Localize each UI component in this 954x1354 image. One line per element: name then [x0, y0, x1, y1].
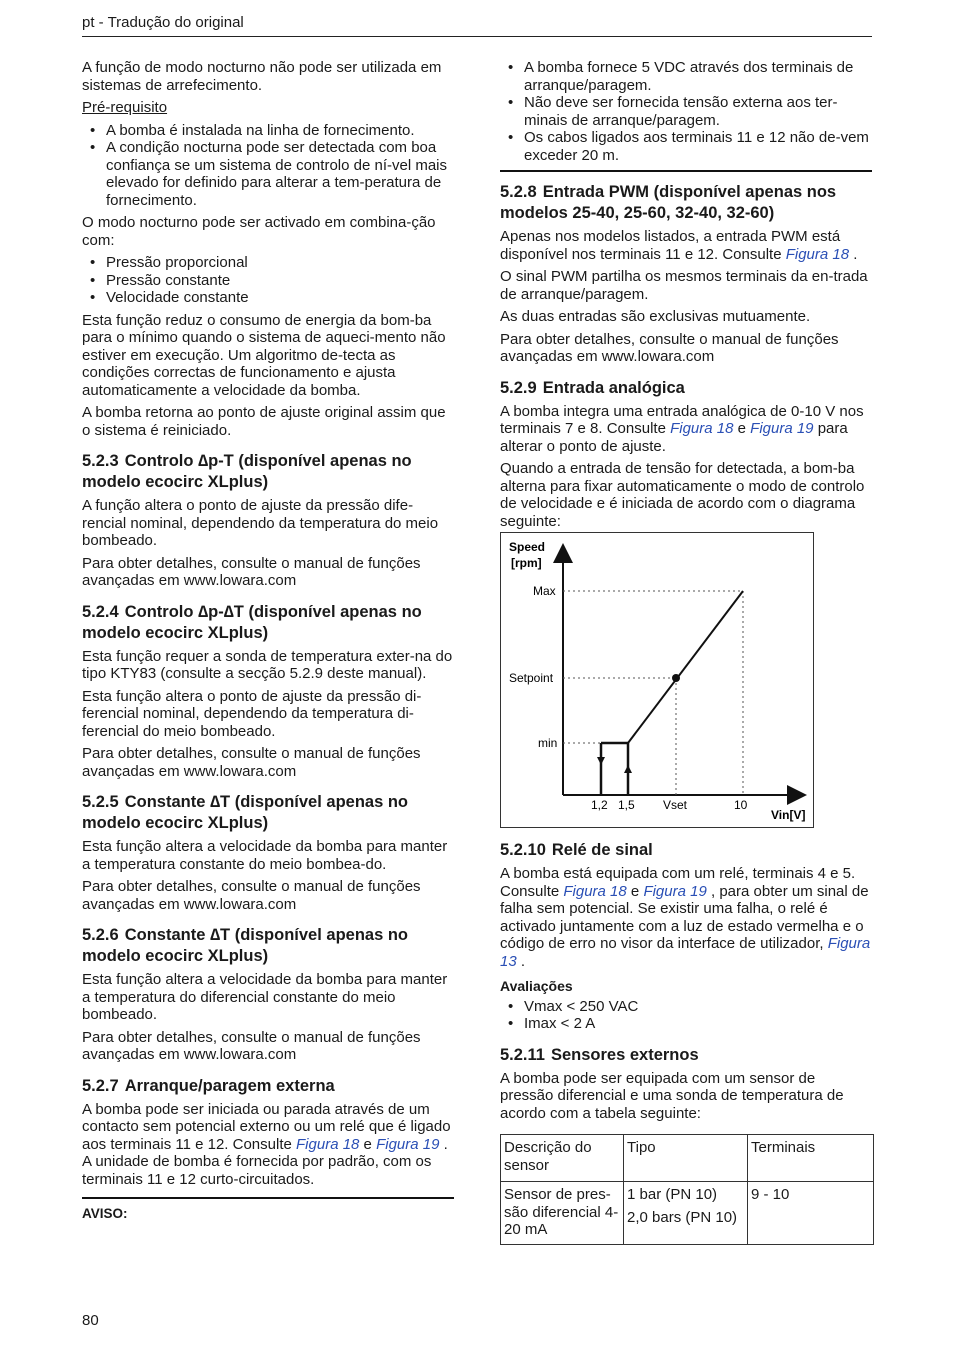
paragraph: Apenas nos modelos listados, a entrada PWM está disponível nos terminais 11 e 12. Consulte Figura 18 .: [500, 228, 858, 263]
list-item: • Vmax < 250 VAC: [500, 998, 872, 1016]
night-mode-note: A função de modo nocturno não pode ser utilizada em sistemas de arrefecimento.: [82, 59, 442, 94]
header-text: pt - Tradução do original: [82, 14, 244, 31]
page-header: [82, 14, 872, 37]
paragraph: Esta função altera o ponto de ajuste da pressão di-ferencial nominal, dependendo da temperatura di-ferencial do meio bombeado.: [82, 687, 422, 740]
prerequisite-label: Pré-requisito: [82, 99, 168, 116]
paragraph: A bomba pode ser equipada com um sensor de pressão diferencial e uma sonda de temperatura de acordo com a tabela seguinte:: [500, 1069, 844, 1122]
table-row: [501, 1182, 874, 1245]
y-axis-label: Speed: [509, 540, 546, 554]
speed-diagram: [500, 532, 814, 828]
paragraph: Esta função altera a velocidade da bomba para manter a temperatura constante do meio bombea-do.: [82, 838, 448, 873]
figure-link[interactable]: Figura 19: [750, 420, 814, 437]
warning-list: [500, 59, 872, 164]
paragraph: Para obter detalhes, consulte o manual de funções avançadas em www.lowara.com: [82, 554, 421, 589]
divider: [82, 1197, 454, 1199]
paragraph: A bomba está equipada com um relé, terminais 4 e 5. Consulte Figura 18 e Figura 19 , para obter um sinal de falha sem potencial. Se existir uma falha, o relé é activado juntamente com a luz de estado vermelha e o código de erro no visor da interface de utilizador, Figura 13 .: [500, 865, 871, 970]
combination-intro: O modo nocturno pode ser activado em combina-ção com:: [82, 214, 436, 249]
paragraph: A bomba pode ser iniciada ou parada através de um contacto sem potencial externo ou um relé que é ligado aos terminais 11 e 12. Consulte Figura 18 e Figura 19 . A unidade de bomba é fornecida por padrão, com os terminais 11 e 12 curto-circuitados.: [82, 1100, 451, 1188]
x-tick-vset: Vset: [663, 798, 688, 812]
table-header-row: [501, 1135, 874, 1182]
figure-link[interactable]: Figura 18: [785, 245, 850, 263]
list-item: • A condição nocturna pode ser detectada com boa confiança se um sistema de controlo de ní-vel mais elevado for definido para alterar a tem-peratura de fornecimento.: [82, 139, 454, 209]
section-heading-526: 5.2.6 Constante ∆T (disponível apenas no modelo ecocirc XLplus): [82, 926, 408, 965]
paragraph: A função altera o ponto de ajuste da pressão dife-rencial nominal, dependendo da temperatura do meio bombeado.: [82, 497, 439, 549]
prerequisite-list: [82, 122, 454, 210]
ratings-heading: Avaliações: [500, 978, 573, 994]
page-number: 80: [82, 1312, 99, 1329]
paragraph: Esta função reduz o consumo de energia da bom-ba para o mínimo quando o sistema de aqueci-mento não estiver em execução. Um algoritmo de-tecta as condições correctas de funcionamento e ajusta automaticamente a velocidade da bomba.: [82, 311, 446, 399]
list-item: • Pressão proporcional: [82, 254, 454, 272]
paragraph: As duas entradas são exclusivas mutuamente.: [500, 308, 811, 325]
arrow-down: [597, 757, 605, 765]
paragraph: A bomba integra uma entrada analógica de 0-10 V nos terminais 7 e 8. Consulte Figura 18 e Figura 19 para alterar o ponto de ajuste.: [500, 402, 864, 455]
section-heading-5211: 5.2.11 Sensores externos: [500, 1045, 699, 1064]
x-tick-1-5: 1,5: [618, 798, 635, 812]
list-item: • Velocidade constante: [82, 289, 454, 307]
list-item: • Não deve ser fornecida tensão externa aos ter-minais de arranque/paragem.: [500, 94, 872, 129]
ratings-list: [500, 998, 872, 1033]
table-header-cell: Descrição do sensor: [501, 1135, 624, 1182]
divider: [500, 170, 872, 172]
paragraph: Quando a entrada de tensão for detectada, a bom-ba alterna para fixar automaticamente o modo de controlo de velocidade e é iniciada de acordo com o diagrama seguinte:: [500, 460, 865, 530]
section-heading-528: 5.2.8 Entrada PWM (disponível apenas nos modelos 25-40, 25-60, 32-40, 32-60): [500, 183, 837, 222]
section-heading-525: 5.2.5 Constante ∆T (disponível apenas no modelo ecocirc XLplus): [82, 793, 408, 832]
x-tick-1-2: 1,2: [591, 798, 608, 812]
combination-list: [82, 254, 454, 307]
warning-label: AVISO:: [82, 1206, 128, 1221]
table-header-cell: Terminais: [748, 1135, 874, 1182]
list-item: • Pressão constante: [82, 272, 454, 290]
section-heading-523: 5.2.3 Controlo ∆p-T (disponível apenas no modelo ecocirc XLplus): [82, 452, 412, 491]
paragraph: O sinal PWM partilha os mesmos terminais da en-trada de arranque/paragem.: [500, 268, 868, 303]
right-column: [500, 59, 872, 1245]
list-item: • A bomba é instalada na linha de fornecimento.: [82, 122, 454, 140]
paragraph: Para obter detalhes, consulte o manual de funções avançadas em www.lowara.com: [500, 330, 839, 365]
section-heading-527: 5.2.7 Arranque/paragem externa: [82, 1076, 335, 1095]
setpoint-marker: [672, 674, 680, 682]
table-cell: Sensor de pres-são diferencial 4-20 mA: [501, 1182, 624, 1245]
figure-link[interactable]: Figura 19: [376, 1135, 440, 1153]
list-item: • Os cabos ligados aos terminais 11 e 12 não de-vem exceder 20 m.: [500, 129, 872, 164]
figure-link[interactable]: Figura 18: [670, 420, 734, 437]
speed-ramp-line: [628, 591, 743, 743]
section-heading-529: 5.2.9 Entrada analógica: [500, 378, 685, 397]
section-heading-524: 5.2.4 Controlo ∆p-∆T (disponível apenas no modelo ecocirc XLplus): [82, 602, 422, 642]
paragraph: Esta função altera a velocidade da bomba para manter a temperatura do diferencial constante do meio bombeado.: [82, 971, 448, 1023]
figure-link[interactable]: Figura 13: [500, 935, 871, 970]
figure-link[interactable]: Figura 18: [296, 1135, 360, 1153]
figure-link[interactable]: Figura 19: [643, 882, 707, 900]
list-item: • Imax < 2 A: [500, 1015, 872, 1033]
arrow-up: [624, 765, 632, 773]
paragraph: Para obter detalhes, consulte o manual de funções avançadas em www.lowara.com: [82, 878, 421, 913]
table-cell-line: 1 bar (PN 10): [627, 1186, 718, 1203]
paragraph: A bomba retorna ao ponto de ajuste original assim que o sistema é reiniciado.: [82, 404, 446, 439]
table-cell: [624, 1182, 748, 1245]
table-cell-line: 2,0 bars (PN 10): [627, 1208, 738, 1226]
x-axis-label: Vin[V]: [771, 808, 806, 822]
left-column: [82, 59, 454, 1223]
table-cell: 9 - 10: [748, 1182, 874, 1245]
y-tick-max: Max: [533, 584, 556, 598]
y-axis-label-unit: [rpm]: [511, 556, 542, 570]
y-tick-min: min: [538, 736, 558, 750]
y-tick-setpoint: Setpoint: [509, 671, 554, 685]
x-tick-10: 10: [734, 798, 748, 812]
sensor-table: [500, 1134, 874, 1245]
list-item: • A bomba fornece 5 VDC através dos terminais de arranque/paragem.: [500, 59, 872, 94]
paragraph: Para obter detalhes, consulte o manual de funções avançadas em www.lowara.com: [82, 1028, 421, 1063]
table-header-cell: Tipo: [624, 1135, 748, 1182]
paragraph: Para obter detalhes, consulte o manual de funções avançadas em www.lowara.com: [82, 745, 421, 780]
section-heading-5210: 5.2.10 Relé de sinal: [500, 841, 653, 859]
figure-link[interactable]: Figura 18: [563, 882, 627, 900]
paragraph: Esta função requer a sonda de temperatura exter-na do tipo KTY83 (consulte a secção 5.2.9 deste manual).: [82, 647, 453, 682]
